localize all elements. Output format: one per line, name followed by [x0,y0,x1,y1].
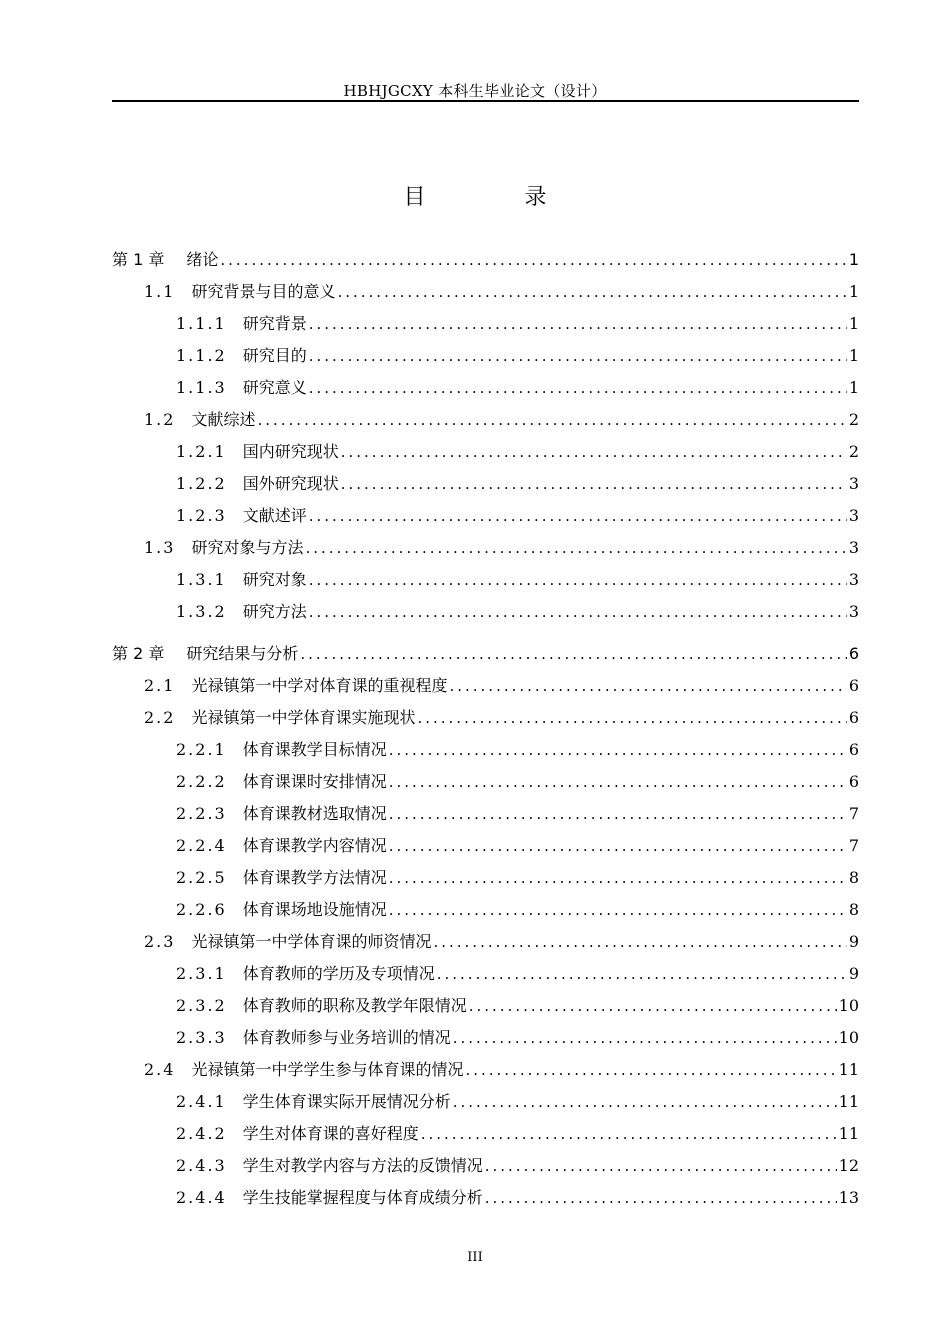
toc-dot-leader [465,1058,836,1082]
toc-entry-page: 7 [848,836,859,855]
toc-subsection-entry[interactable] [112,376,859,400]
toc-entry-title: 体育课教材选取情况 [242,804,387,823]
toc-dot-leader [389,802,847,826]
toc-entry-number: 第 2 章 [112,644,165,663]
toc-subsection-entry[interactable] [112,802,859,826]
toc-entry-number: 2.2 [144,708,176,727]
toc-dot-leader [309,376,847,400]
toc-entry-title: 研究对象 [242,570,307,589]
toc-dot-leader [257,408,846,432]
toc-dot-leader [337,280,846,304]
toc-entry-title: 体育课场地设施情况 [242,900,387,919]
toc-subsection-entry[interactable] [112,1186,859,1210]
toc-entry-title: 体育课课时安排情况 [242,772,387,791]
toc-subsection-entry[interactable] [112,1026,859,1050]
toc-dot-leader [469,994,837,1018]
toc-dot-leader [300,642,846,666]
toc-dot-leader [453,1026,837,1050]
toc-entry-number: 1.2.1 [176,442,227,461]
toc-subsection-entry[interactable] [112,600,859,624]
toc-entry-title: 研究方法 [242,602,307,621]
toc-entry-number: 2.2.1 [176,740,227,759]
toc-entry-page: 1 [848,250,859,269]
toc-entry-title: 研究结果与分析 [186,644,299,663]
toc-entry-title: 体育课教学目标情况 [242,740,387,759]
toc-entry-number: 2.2.4 [176,836,227,855]
toc-entry-page: 11 [838,1092,859,1111]
footer-page-number: III [467,1250,483,1265]
toc-entry-number: 2.3.2 [176,996,227,1015]
toc-entry-page: 1 [848,346,859,365]
toc-entry-number: 2.3.1 [176,964,227,983]
toc-entry-title: 学生技能掌握程度与体育成绩分析 [242,1188,483,1207]
toc-entry-number: 1.3 [144,538,176,557]
toc-entry-page: 8 [848,868,859,887]
toc-subsection-entry[interactable] [112,1090,859,1114]
toc-entry-number: 2.3.3 [176,1028,227,1047]
toc-section-entry[interactable] [112,706,859,730]
toc-entry-number: 2.4.3 [176,1156,227,1175]
toc-dot-leader [389,898,847,922]
header-rule [112,100,859,102]
toc-entry-page: 6 [848,772,859,791]
toc-section-entry[interactable] [112,1058,859,1082]
toc-entry-number: 1.2.3 [176,506,227,525]
toc-subsection-entry[interactable] [112,1122,859,1146]
toc-entry-number: 1.3.1 [176,570,227,589]
toc-entry-page: 13 [838,1188,859,1207]
toc-subsection-entry[interactable] [112,344,859,368]
toc-subsection-entry[interactable] [112,834,859,858]
toc-section-entry[interactable] [112,280,859,304]
toc-entry-title: 光禄镇第一中学体育课实施现状 [191,708,416,727]
running-header: HBHJGCXY 本科生毕业论文（设计） [343,82,607,100]
toc-entry-number: 第 1 章 [112,250,165,269]
toc-dot-leader [437,962,847,986]
toc-entry-title: 体育课教学方法情况 [242,868,387,887]
toc-entry-number: 2.2.2 [176,772,227,791]
toc-subsection-entry[interactable] [112,866,859,890]
toc-entry-title: 研究背景 [242,314,307,333]
toc-entry-number: 2.3 [144,932,176,951]
toc-subsection-entry[interactable] [112,738,859,762]
toc-subsection-entry[interactable] [112,962,859,986]
toc-section-entry[interactable] [112,930,859,954]
toc-entry-page: 9 [848,932,859,951]
toc-entry-title: 光禄镇第一中学体育课的师资情况 [191,932,432,951]
toc-entry-page: 1 [848,314,859,333]
toc-dot-leader [305,536,846,560]
toc-entry-title: 文献综述 [191,410,256,429]
toc-entry-number: 1.1.3 [176,378,227,397]
toc-entry-page: 8 [848,900,859,919]
toc-entry-page: 3 [848,538,859,557]
toc-entry-title: 国内研究现状 [242,442,339,461]
toc-dot-leader [341,440,847,464]
toc-entry-title: 体育教师的职称及教学年限情况 [242,996,467,1015]
toc-dot-leader [449,674,846,698]
toc-subsection-entry[interactable] [112,994,859,1018]
toc-entry-title: 学生对体育课的喜好程度 [242,1124,419,1143]
toc-entry-page: 1 [848,378,859,397]
toc-entry-number: 1.3.2 [176,602,227,621]
toc-entry-page: 2 [848,410,859,429]
toc-entry-title: 研究背景与目的意义 [191,282,336,301]
toc-entry-title: 学生体育课实际开展情况分析 [242,1092,451,1111]
toc-entry-page: 2 [848,442,859,461]
toc-dot-leader [309,568,847,592]
toc-entry-number: 2.4.1 [176,1092,227,1111]
toc-entry-title: 体育课教学内容情况 [242,836,387,855]
toc-entry-number: 2.1 [144,676,176,695]
toc-entry-page: 3 [848,506,859,525]
toc-entry-page: 12 [838,1156,859,1175]
toc-entry-title: 绪论 [186,250,219,269]
toc-entry-page: 3 [848,602,859,621]
toc-section-entry[interactable] [112,674,859,698]
toc-subsection-entry[interactable] [112,472,859,496]
toc-entry-title: 研究目的 [242,346,307,365]
toc-dot-leader [389,738,847,762]
toc-entry-page: 9 [848,964,859,983]
toc-entry-number: 1.1.2 [176,346,227,365]
toc-entry-number: 2.4.4 [176,1188,227,1207]
toc-entry-page: 11 [838,1124,859,1143]
toc-dot-leader [433,930,846,954]
toc-entry-number: 1.2 [144,410,176,429]
toc-entry-page: 7 [848,804,859,823]
toc-entry-number: 1.1 [144,282,176,301]
toc-entry-page: 6 [848,708,859,727]
toc-entry-page: 6 [848,644,859,663]
toc-entry-page: 3 [848,570,859,589]
toc-entry-number: 2.4.2 [176,1124,227,1143]
toc-entry-title: 光禄镇第一中学对体育课的重视程度 [191,676,448,695]
toc-entry-title: 研究意义 [242,378,307,397]
toc-entry-number: 1.1.1 [176,314,227,333]
toc-dot-leader [417,706,846,730]
toc-entry-title: 国外研究现状 [242,474,339,493]
toc-title: 目 录 [403,185,593,210]
toc-dot-leader [220,248,846,272]
toc-subsection-entry[interactable] [112,312,859,336]
toc-entry-number: 2.4 [144,1060,176,1079]
toc-entry-page: 6 [848,676,859,695]
toc-subsection-entry[interactable] [112,440,859,464]
toc-entry-page: 11 [838,1060,859,1079]
toc-entry-number: 2.2.3 [176,804,227,823]
toc-dot-leader [309,344,847,368]
toc-section-entry[interactable] [112,408,859,432]
toc-dot-leader [485,1154,837,1178]
toc-entry-number: 2.2.6 [176,900,227,919]
toc-entry-page: 1 [848,282,859,301]
toc-dot-leader [389,834,847,858]
toc-dot-leader [453,1090,837,1114]
toc-dot-leader [309,600,847,624]
toc-entry-title: 体育教师参与业务培训的情况 [242,1028,451,1047]
toc-entry-page: 3 [848,474,859,493]
toc-subsection-entry[interactable] [112,568,859,592]
toc-entry-title: 光禄镇第一中学学生参与体育课的情况 [191,1060,464,1079]
toc-dot-leader [309,504,847,528]
toc-dot-leader [485,1186,837,1210]
toc-subsection-entry[interactable] [112,1154,859,1178]
toc-entry-page: 10 [838,1028,859,1047]
toc-dot-leader [341,472,847,496]
toc-subsection-entry[interactable] [112,898,859,922]
toc-entry-page: 6 [848,740,859,759]
toc-subsection-entry[interactable] [112,770,859,794]
toc-chapter-entry[interactable] [112,642,859,666]
toc-dot-leader [309,312,847,336]
toc-subsection-entry[interactable] [112,504,859,528]
toc-entry-title: 研究对象与方法 [191,538,304,557]
toc-dot-leader [389,770,847,794]
toc-chapter-entry[interactable] [112,248,859,272]
toc-section-entry[interactable] [112,536,859,560]
toc-entry-title: 学生对教学内容与方法的反馈情况 [242,1156,483,1175]
toc-entry-page: 10 [838,996,859,1015]
toc-entry-title: 文献述评 [242,506,307,525]
toc-entry-number: 1.2.2 [176,474,227,493]
toc-entry-title: 体育教师的学历及专项情况 [242,964,435,983]
toc-dot-leader [421,1122,837,1146]
toc-dot-leader [389,866,847,890]
toc-entry-number: 2.2.5 [176,868,227,887]
